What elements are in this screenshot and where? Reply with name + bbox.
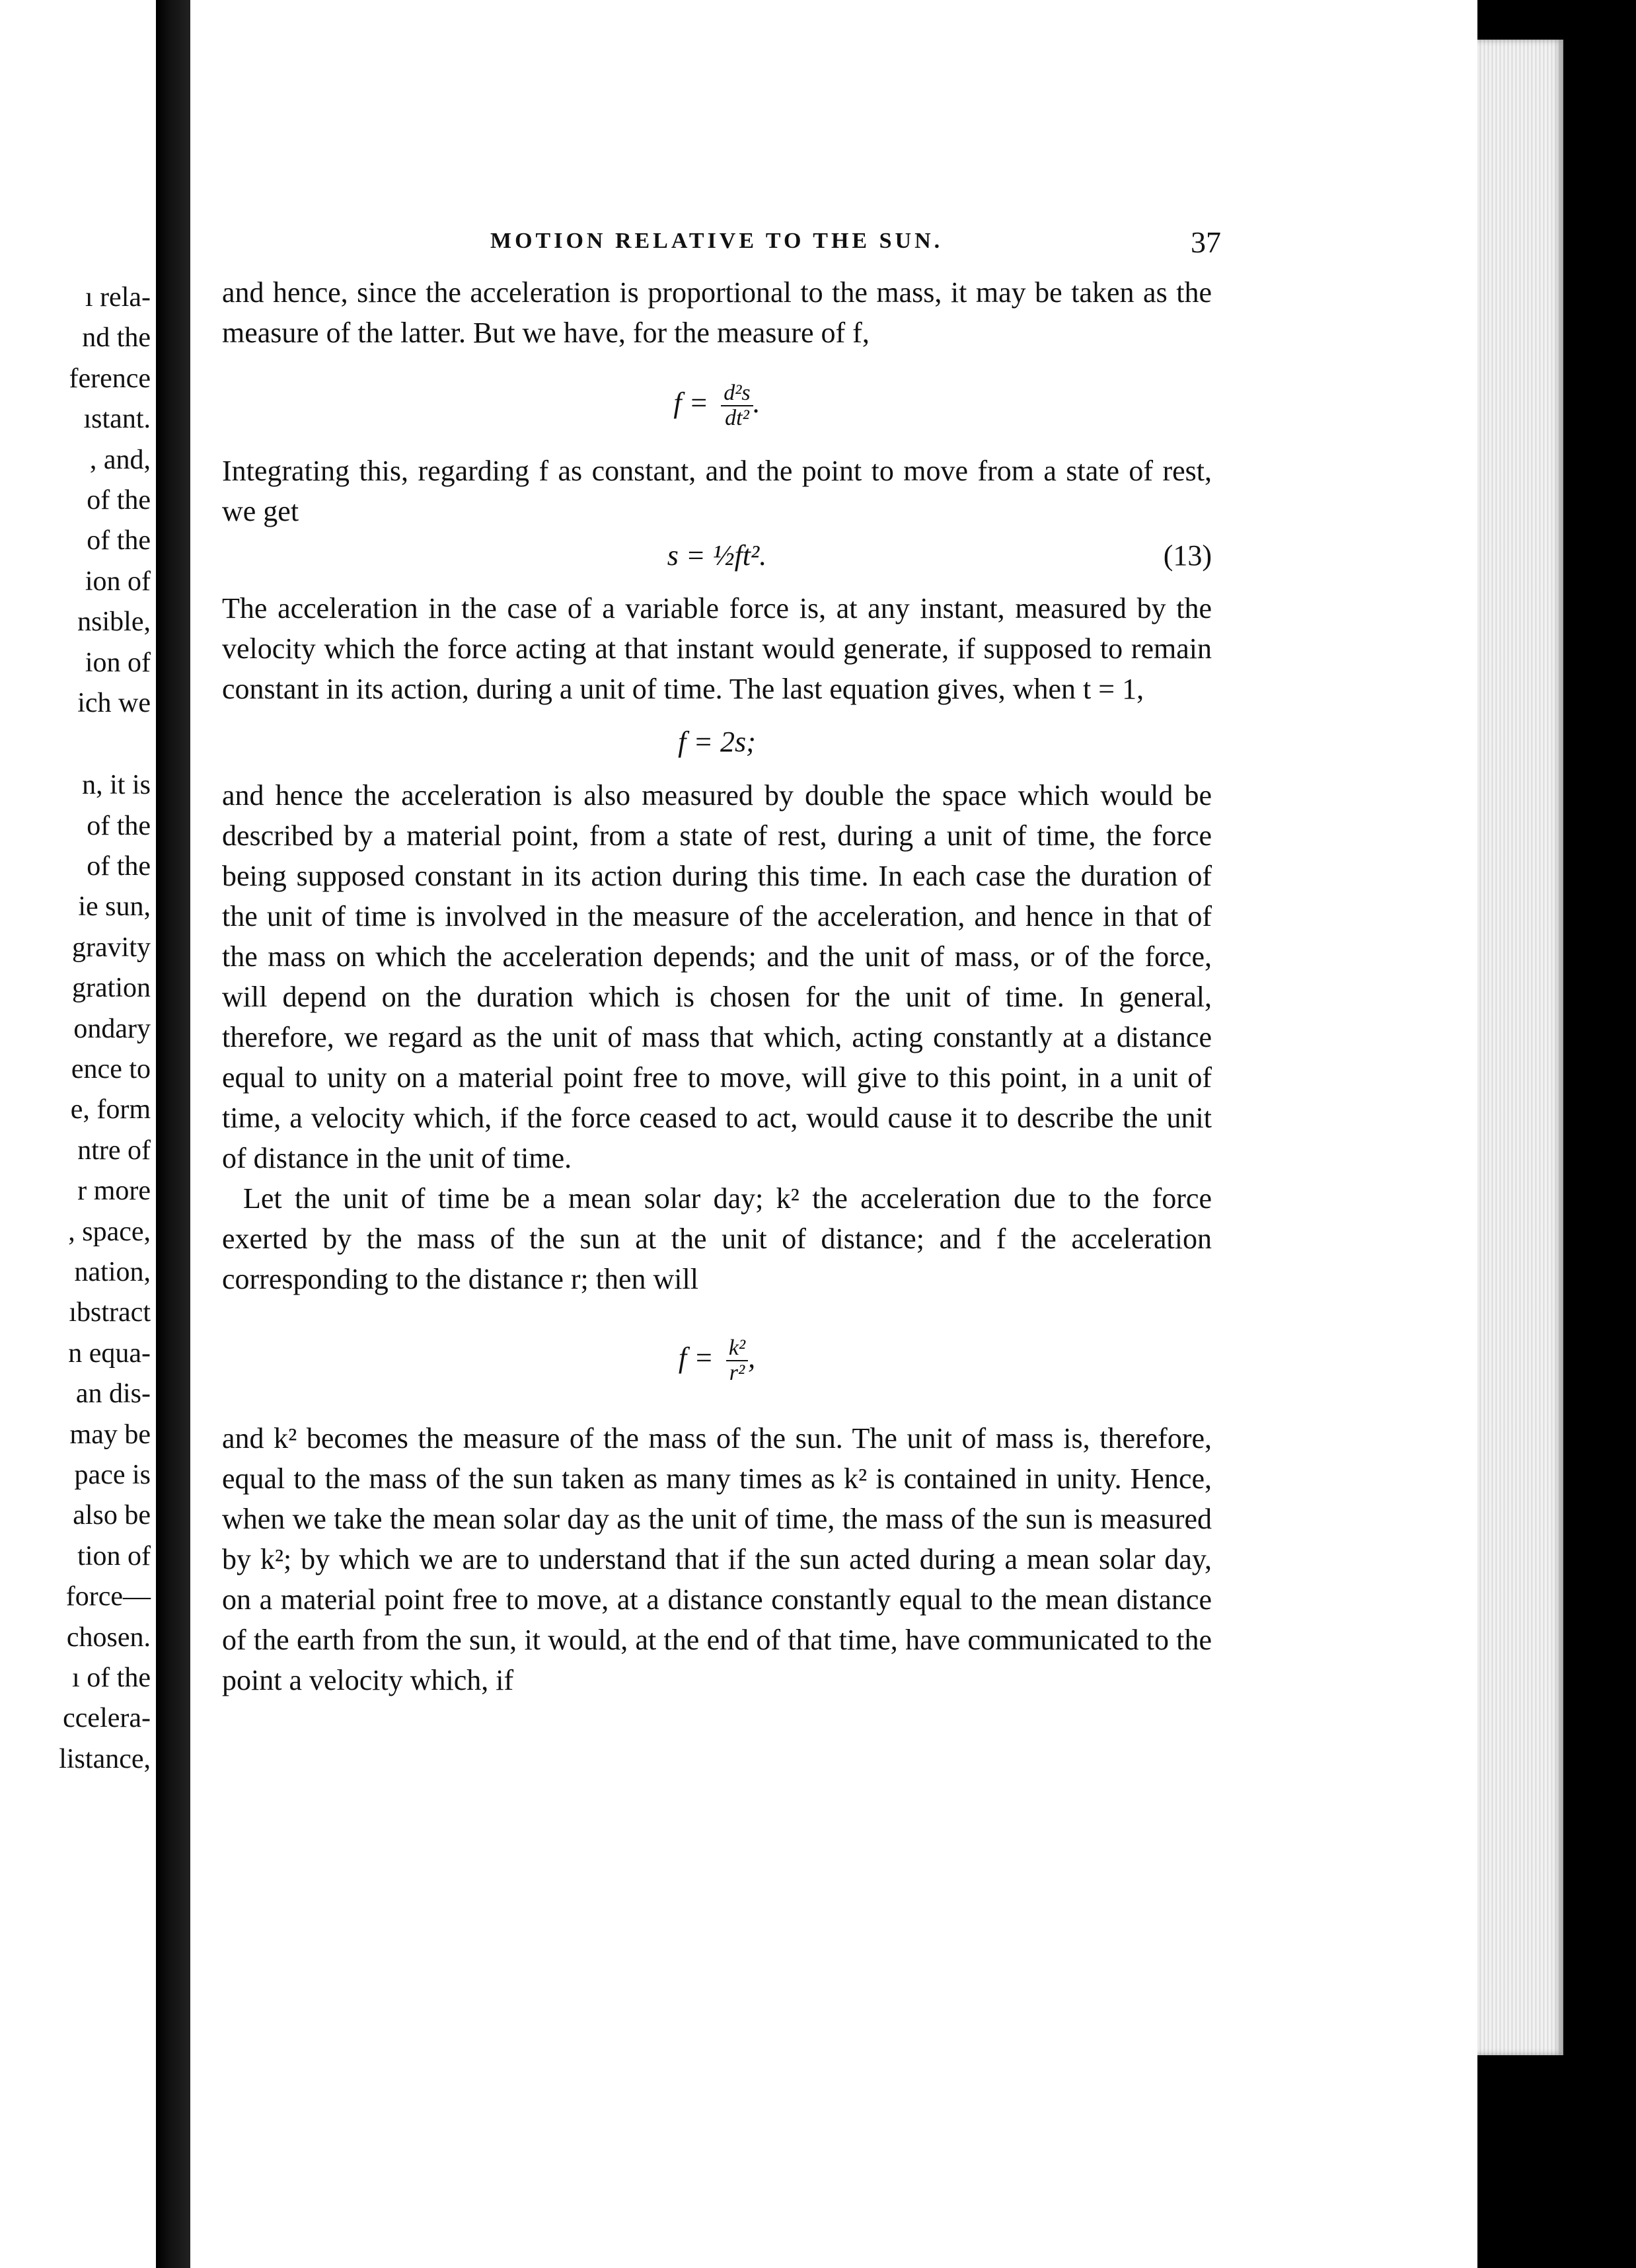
left-page-line: chosen. xyxy=(66,1622,151,1653)
left-page-line: ondary xyxy=(73,1013,151,1044)
left-page-line: nation, xyxy=(74,1256,151,1287)
left-page-line: of the xyxy=(87,810,151,841)
equation-number: (13) xyxy=(1163,539,1212,572)
equation-acceleration xyxy=(222,370,1212,436)
left-page-line: ie sun, xyxy=(78,891,151,923)
left-page-line: ıstant. xyxy=(83,404,151,435)
left-page-line: nsible, xyxy=(77,607,151,638)
left-page-line: ıbstract xyxy=(69,1297,151,1328)
equation-k2-r2 xyxy=(222,1322,1212,1394)
left-page-line: ference xyxy=(69,363,151,394)
paragraph-3: The acceleration in the case of a variable force is, at any instant, measured by the velocity which the force acting at that instant would generate, if supposed to remain constant in its action, during a unit of time. The last equation gives, when t = 1, xyxy=(222,592,1212,705)
left-page-line: of the xyxy=(87,525,151,556)
left-page-fragment xyxy=(0,0,156,2268)
page-number: 37 xyxy=(1191,225,1221,259)
equation-f-2s xyxy=(222,720,1212,765)
left-page-line: r more xyxy=(77,1176,151,1207)
left-page-lines xyxy=(0,278,153,1780)
left-page-line: e, form xyxy=(70,1094,151,1125)
running-head xyxy=(299,225,1221,264)
book-spine xyxy=(156,0,190,2268)
left-page-line: ence to xyxy=(71,1054,151,1085)
page-body xyxy=(222,272,1212,1700)
left-page-line: of the xyxy=(87,484,151,515)
left-page-line: force— xyxy=(65,1581,151,1612)
equation-text: s = ½ft². xyxy=(667,539,767,572)
left-page-line: an dis- xyxy=(75,1379,151,1410)
equation-text: f = 2s; xyxy=(678,726,756,758)
paragraph-2: Integrating this, regarding f as constant, and the point to move from a state of rest, we get xyxy=(222,455,1212,527)
left-page-line: may be xyxy=(69,1419,151,1450)
left-page-line: ich we xyxy=(77,687,151,718)
fraction-denominator: dt² xyxy=(725,405,749,430)
left-page-line: ı rela- xyxy=(85,282,151,313)
left-page-line: ion of xyxy=(85,566,151,597)
fraction xyxy=(726,1336,748,1385)
page-edges xyxy=(1477,40,1563,2055)
fraction xyxy=(721,381,753,430)
left-page-line: ion of xyxy=(85,647,151,678)
left-page-line: n equa- xyxy=(68,1338,151,1369)
left-page-line: n, it is xyxy=(82,770,151,801)
left-page-line: pace is xyxy=(74,1459,151,1490)
fraction-numerator: d²s xyxy=(721,381,753,406)
left-page-line: tion of xyxy=(77,1540,151,1571)
equation-13 xyxy=(222,535,1212,576)
left-page-line: nd the xyxy=(82,322,151,354)
left-page-line: gration xyxy=(72,973,151,1004)
equation-punctuation: , xyxy=(748,1342,756,1374)
running-title: MOTION RELATIVE TO THE SUN. xyxy=(490,229,944,253)
left-page-line: ntre of xyxy=(77,1135,151,1166)
fraction-denominator: r² xyxy=(729,1360,745,1385)
left-page-line: gravity xyxy=(72,932,151,963)
left-page-line: , space, xyxy=(68,1216,151,1247)
equation-lhs: f = xyxy=(678,1342,714,1374)
paragraph-1: and hence, since the acceleration is proportional to the mass, it may be taken as the measure of the latter. But we have, for the measure of f, xyxy=(222,276,1212,349)
paragraph-5: Let the unit of time be a mean solar day; k² the acceleration due to the force exerted by the mass of the sun at the unit of distance; and f the acceleration corresponding to the distance r; then will xyxy=(222,1182,1212,1295)
equation-punctuation: . xyxy=(753,387,761,419)
paragraph-6: and k² becomes the measure of the mass of the sun. The unit of mass is, therefore, equal to the mass of the sun taken as many times as k² is contained in unity. Hence, when we take the mean solar day as the unit of time, the mass of the sun is measured by k²; by which we are to understand that if the sun acted during a mean solar day, on a material point free to move, at a distance constantly equal to the mean distance of the earth from the sun, it would, at the end of that time, have communicated to the point a velocity which, if xyxy=(222,1422,1212,1696)
left-page-line: , and, xyxy=(89,444,151,475)
paragraph-4: and hence the acceleration is also measured by double the space which would be described by a material point, from a state of rest, during a unit of time, the force being supposed constant in its action during this time. In each case the duration of the unit of time is involved in the measure of the acceleration, and hence in that of the mass on which the acceleration depends; and the unit of mass, or of the force, will depend on the duration which is chosen for the unit of time. In general, therefore, we regard as the unit of mass that which, acting constantly at a distance equal to unity on a material point free to move, will give to this point, in a unit of time, a velocity which, if the force ceased to act, would cause it to describe the unit of distance in the unit of time. xyxy=(222,779,1212,1174)
left-page-line: listance, xyxy=(59,1743,151,1774)
left-page-line: ccelera- xyxy=(63,1703,151,1734)
left-page-line: ı of the xyxy=(72,1662,151,1693)
equation-lhs: f = xyxy=(673,387,709,419)
left-page-line: also be xyxy=(73,1500,151,1531)
fraction-numerator: k² xyxy=(726,1336,748,1361)
left-page-line: of the xyxy=(87,851,151,882)
